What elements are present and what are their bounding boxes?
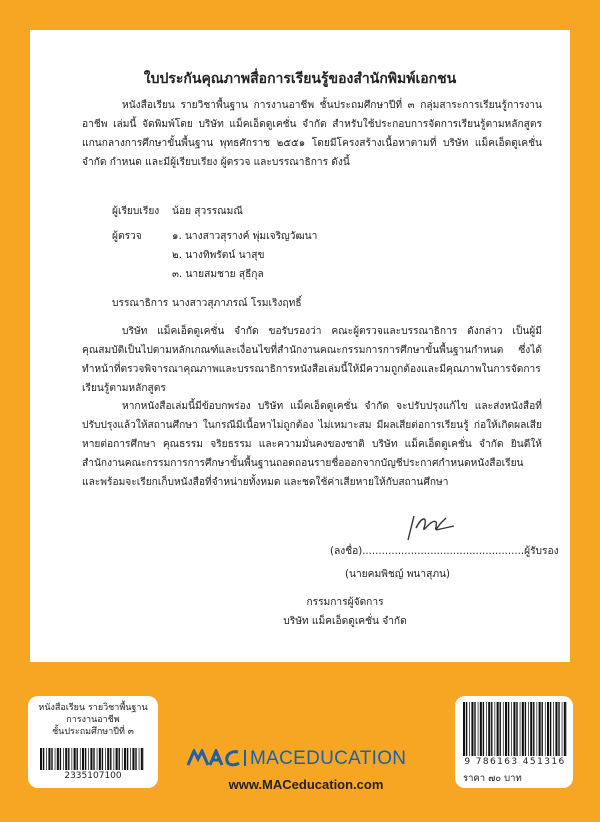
isbn-number: 9 786163 451316 bbox=[464, 757, 566, 767]
barcode-bar bbox=[77, 748, 78, 770]
barcode-bar bbox=[57, 748, 59, 770]
assurance-paragraph: บริษัท แม็คเอ็ดดูเคชั่น จำกัด ขอรับรองว่า คณะผู้ตรวจและบรรณาธิการ ดังกล่าว เป็นผู้มีคุณสมบัติเป็นไปตามหลักเกณฑ์และเงื่อนไขที่สำนักงานคณะกรรมการการศึกษาขั้นพื้นฐานกำหนด ซึ่งได้ทำหน้าที่ตรวจพิจารณาคุณภาพและบรรณาธิการหนังสือเล่มนี้ให้มีความถูกต้องและมีคุณภาพในการจัดการเรียนรู้ตามหลักสูตร bbox=[82, 326, 542, 394]
barcode-bar bbox=[88, 748, 89, 770]
barcode-bar bbox=[547, 702, 549, 756]
barcode-bar bbox=[102, 748, 103, 770]
barcode-bar bbox=[539, 702, 541, 756]
barcode-bar bbox=[43, 748, 44, 770]
certificate-paper bbox=[30, 30, 570, 662]
barcode-bar bbox=[525, 702, 526, 756]
barcode-bar bbox=[505, 702, 507, 756]
barcode-bar bbox=[555, 702, 557, 756]
barcode-bar bbox=[553, 702, 554, 756]
isbn-box bbox=[455, 696, 573, 788]
barcode-bar bbox=[474, 702, 475, 756]
book-label-line-3: ชั้นประถมศึกษาปีที่ ๓ bbox=[52, 727, 134, 737]
barcode-bar bbox=[127, 748, 128, 770]
barcode-bar bbox=[497, 702, 499, 756]
signature-mark bbox=[402, 510, 462, 546]
signer-position: กรรมการผู้จัดการ bbox=[306, 597, 384, 608]
barcode-bar bbox=[105, 748, 106, 770]
barcode-bar bbox=[511, 702, 512, 756]
barcode-bar bbox=[500, 702, 501, 756]
book-barcode-number: 2335107100 bbox=[64, 771, 122, 781]
barcode-bar bbox=[478, 702, 479, 756]
barcode-bar bbox=[122, 748, 123, 770]
barcode-bar bbox=[522, 702, 524, 756]
mac-logo-icon bbox=[186, 749, 248, 767]
barcode-bar bbox=[530, 702, 532, 756]
barcode-bar bbox=[542, 702, 543, 756]
barcode-bar bbox=[68, 748, 69, 770]
barcode-bar bbox=[466, 702, 467, 756]
barcode-bar bbox=[469, 702, 470, 756]
barcode-bar bbox=[82, 748, 84, 770]
barcode-bar bbox=[545, 702, 546, 756]
barcode-bar bbox=[51, 748, 52, 770]
author-name: น้อย สุวรรณมณี bbox=[172, 206, 243, 217]
barcode-bar bbox=[74, 748, 76, 770]
barcode-bar bbox=[550, 702, 551, 756]
reviewer-1: ๑. นางสาวสุรางค์ พุ่มเจริญวัฒนา bbox=[172, 231, 318, 242]
barcode-bar bbox=[55, 748, 56, 770]
barcode-bar bbox=[483, 702, 484, 756]
barcode-bar bbox=[141, 748, 143, 770]
barcode-bar bbox=[97, 748, 98, 770]
barcode-bar bbox=[463, 702, 465, 756]
warranty-paragraph: หากหนังสือเล่มนี้มีข้อบกพร่อง บริษัท แม็คเอ็ดดูเคชั่น จำกัด จะปรับปรุงแก้ไข และส่งหนังสือที่ปรับปรุงแล้วให้สถานศึกษา ในกรณีมีเนื้อหาไม่ถูกต้อง ไม่เหมาะสม มีผลเสียต่อการเรียนรู้ ก่อให้เกิดผลเสียหายต่อการศึกษา คุณธรรม จริยธรรม และความมั่นคงของชาติ บริษัท แม็คเอ็ดดูเคชั่น จำกัด ยินดีให้สำนักงานคณะกรรมการการศึกษาขั้นพื้นฐานถอดถอนรายชื่อออกจากบัญชีประกาศกำหนดหนังสือเรียน และพร้อมจะเรียกเก็บหนังสือที่จำหน่ายทั้งหมด และชดใช้ค่าเสียหายให้กับสถานศึกษา bbox=[82, 401, 542, 488]
barcode-bar bbox=[537, 702, 538, 756]
barcode-bar bbox=[80, 748, 81, 770]
book-barcode bbox=[40, 748, 144, 770]
barcode-bar bbox=[46, 748, 47, 770]
barcode-bar bbox=[93, 748, 94, 770]
barcode-bar bbox=[471, 702, 473, 756]
barcode-bar bbox=[562, 702, 563, 756]
barcode-bar bbox=[486, 702, 487, 756]
signer-company: บริษัท แม็คเอ็ดดูเคชั่น จำกัด bbox=[283, 616, 407, 627]
barcode-bar bbox=[99, 748, 101, 770]
barcode-bar bbox=[564, 702, 566, 756]
book-label-box bbox=[28, 696, 158, 788]
barcode-bar bbox=[65, 748, 67, 770]
editor-label: บรรณาธิการ bbox=[112, 298, 169, 309]
barcode-bar bbox=[508, 702, 509, 756]
barcode-bar bbox=[72, 748, 73, 770]
reviewers-label: ผู้ตรวจ bbox=[112, 231, 142, 242]
barcode-bar bbox=[513, 702, 515, 756]
brand-url: www.MACeducation.com bbox=[228, 777, 384, 792]
barcode-bar bbox=[60, 748, 61, 770]
barcode-bar bbox=[491, 702, 492, 756]
barcode-bar bbox=[110, 748, 111, 770]
price-label: ราคา ๗๐ บาท bbox=[463, 773, 522, 784]
barcode-bar bbox=[119, 748, 120, 770]
barcode-bar bbox=[488, 702, 490, 756]
barcode-bar bbox=[124, 748, 126, 770]
barcode-bar bbox=[480, 702, 482, 756]
barcode-bar bbox=[139, 748, 140, 770]
barcode-bar bbox=[107, 748, 109, 770]
brand-name: MACEDUCATION bbox=[250, 748, 407, 769]
certificate-title: ใบประกันคุณภาพสื่อการเรียนรู้ของสำนักพิมพ์เอกชน bbox=[143, 71, 457, 87]
reviewer-3: ๓. นายสมชาย สุธีกุล bbox=[172, 269, 264, 280]
barcode-bar bbox=[132, 748, 134, 770]
mac-education-logo bbox=[186, 745, 426, 771]
intro-paragraph: หนังสือเรียน รายวิชาพื้นฐาน การงานอาชีพ ชั้นประถมศึกษาปีที่ ๓ กลุ่มสาระการเรียนรู้การงานอาชีพ เล่มนี้ จัดพิมพ์โดย บริษัท แม็คเอ็ดดูเคชั่น จำกัด สำหรับใช้ประกอบการจัดการเรียนรู้ตามหลักสูตรแกนกลางการศึกษาขั้นพื้นฐาน พุทธศักราช ๒๕๕๑ โดยมีโครงสร้างเนื้อหาตามที่ บริษัท แม็คเอ็ดดูเคชั่น จำกัด กำหนด และมีผู้เรียบเรียง ผู้ตรวจ และบรรณาธิการ ดังนี้ bbox=[82, 100, 542, 168]
author-label: ผู้เรียบเรียง bbox=[112, 206, 160, 217]
barcode-bar bbox=[503, 702, 504, 756]
barcode-bar bbox=[520, 702, 521, 756]
barcode-bar bbox=[116, 748, 118, 770]
barcode-bar bbox=[528, 702, 529, 756]
barcode-bar bbox=[90, 748, 92, 770]
barcode-bar bbox=[48, 748, 50, 770]
barcode-bar bbox=[533, 702, 534, 756]
barcode-bar bbox=[135, 748, 136, 770]
reviewer-2: ๒. นางทิพรัตน์ นาสุข bbox=[172, 250, 265, 261]
barcode-bar bbox=[63, 748, 64, 770]
barcode-bar bbox=[516, 702, 517, 756]
isbn-barcode bbox=[463, 702, 567, 756]
editor-name: นางสาวสุภาภรณ์ โรมเริงฤทธิ์ bbox=[172, 298, 302, 309]
barcode-bar bbox=[85, 748, 86, 770]
book-label-line-1: หนังสือเรียน รายวิชาพื้นฐาน bbox=[38, 703, 148, 713]
barcode-bar bbox=[558, 702, 559, 756]
barcode-bar bbox=[130, 748, 131, 770]
book-label-line-2: การงานอาชีพ bbox=[66, 715, 120, 725]
signer-name: (นายคมพิชญ์ พนาสุภน) bbox=[345, 569, 450, 580]
barcode-bar bbox=[114, 748, 115, 770]
signature-line: (ลงชื่อ)..................................................ผู้รับรอง bbox=[330, 546, 559, 557]
barcode-bar bbox=[495, 702, 496, 756]
barcode-bar bbox=[40, 748, 42, 770]
